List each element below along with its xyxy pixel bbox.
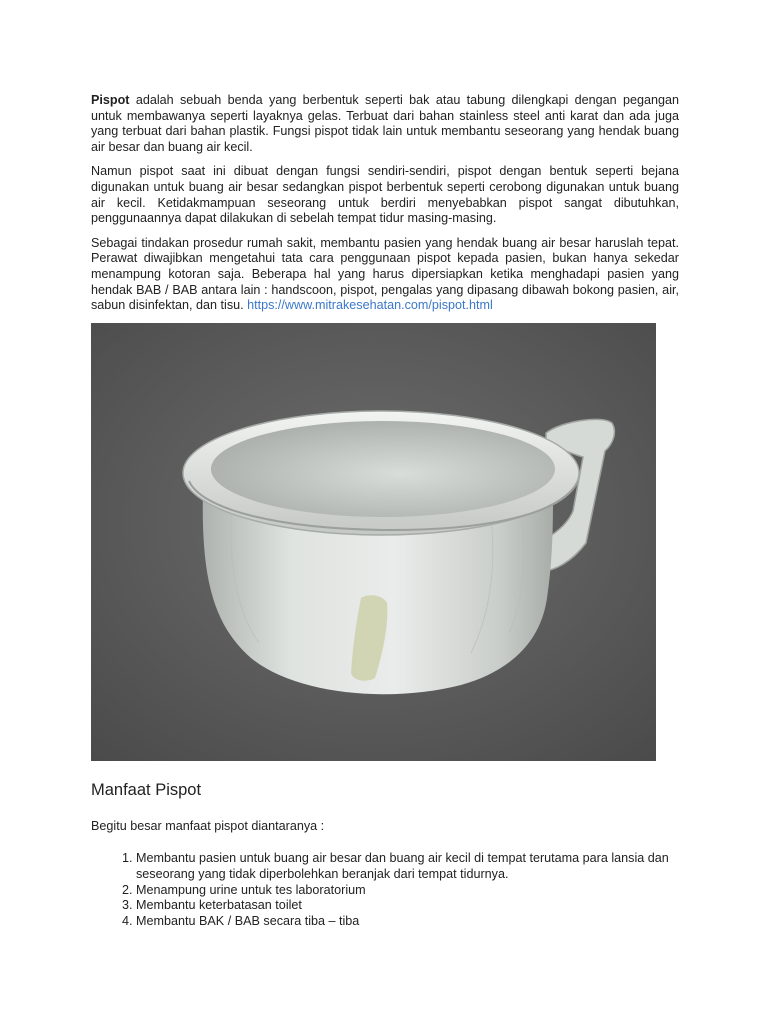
list-item: 4. Membantu BAK / BAB secara tiba – tiba — [136, 914, 679, 930]
paragraph-types: Namun pispot saat ini dibuat dengan fungsi sendiri-sendiri, pispot dengan bentuk seperti bejana digunakan untuk buang air besar sedangkan pispot berbentuk seperti cerobong digunakan untuk buang air kecil. Ketidakmampuan seseorang untuk berdiri menyebabkan pispot sangat dibutuhkan, penggunaannya dapat dilakukan di sebelah tempat tidur masing-masing. — [91, 164, 679, 226]
document-page — [91, 93, 679, 929]
paragraph-intro — [91, 93, 679, 155]
paragraph-procedure-text: Sebagai tindakan prosedur rumah sakit, membantu pasien yang hendak buang air besar haruslah tepat. Perawat diwajibkan mengetahui tata cara penggunaan pispot kepada pasien, bukan hanya sekedar menampung kotoran saja. Beberapa hal yang harus dipersiapkan ketika menghadapi pasien yang hendak BAB / BAB antara lain : handscoon, pispot, pengalas yang dipasang dibawah bokong pasien, air, sabun disinfektan, dan tisu. — [91, 235, 679, 313]
term-pispot: Pispot — [91, 93, 130, 107]
section-heading: Manfaat Pispot — [91, 780, 202, 799]
paragraph-procedure — [91, 236, 679, 314]
bedpan-photo — [91, 323, 656, 761]
paragraph-intro-text: adalah sebuah benda yang berbentuk seperti bak atau tabung dilengkapi dengan pegangan untuk membawanya seperti layaknya gelas. Terbuat dari bahan stainless steel anti karat dan ada juga yang terbuat dari bahan plastik. Fungsi pispot tidak lain untuk membantu seseorang yang hendak buang air besar dan buang air kecil. — [91, 93, 679, 154]
list-item: 2. Menampung urine untuk tes laboratorium — [136, 883, 679, 899]
source-link[interactable]: https://www.mitrakesehatan.com/pispot.html — [247, 298, 493, 313]
list-item: 1. Membantu pasien untuk buang air besar dan buang air kecil di tempat terutama para lansia dan seseorang yang tidak diperbolehkan beranjak dari tempat tidurnya. — [136, 851, 679, 882]
section-intro: Begitu besar manfaat pispot diantaranya : — [91, 818, 325, 833]
benefits-list — [91, 851, 679, 929]
list-item: 3. Membantu keterbatasan toilet — [136, 898, 679, 914]
